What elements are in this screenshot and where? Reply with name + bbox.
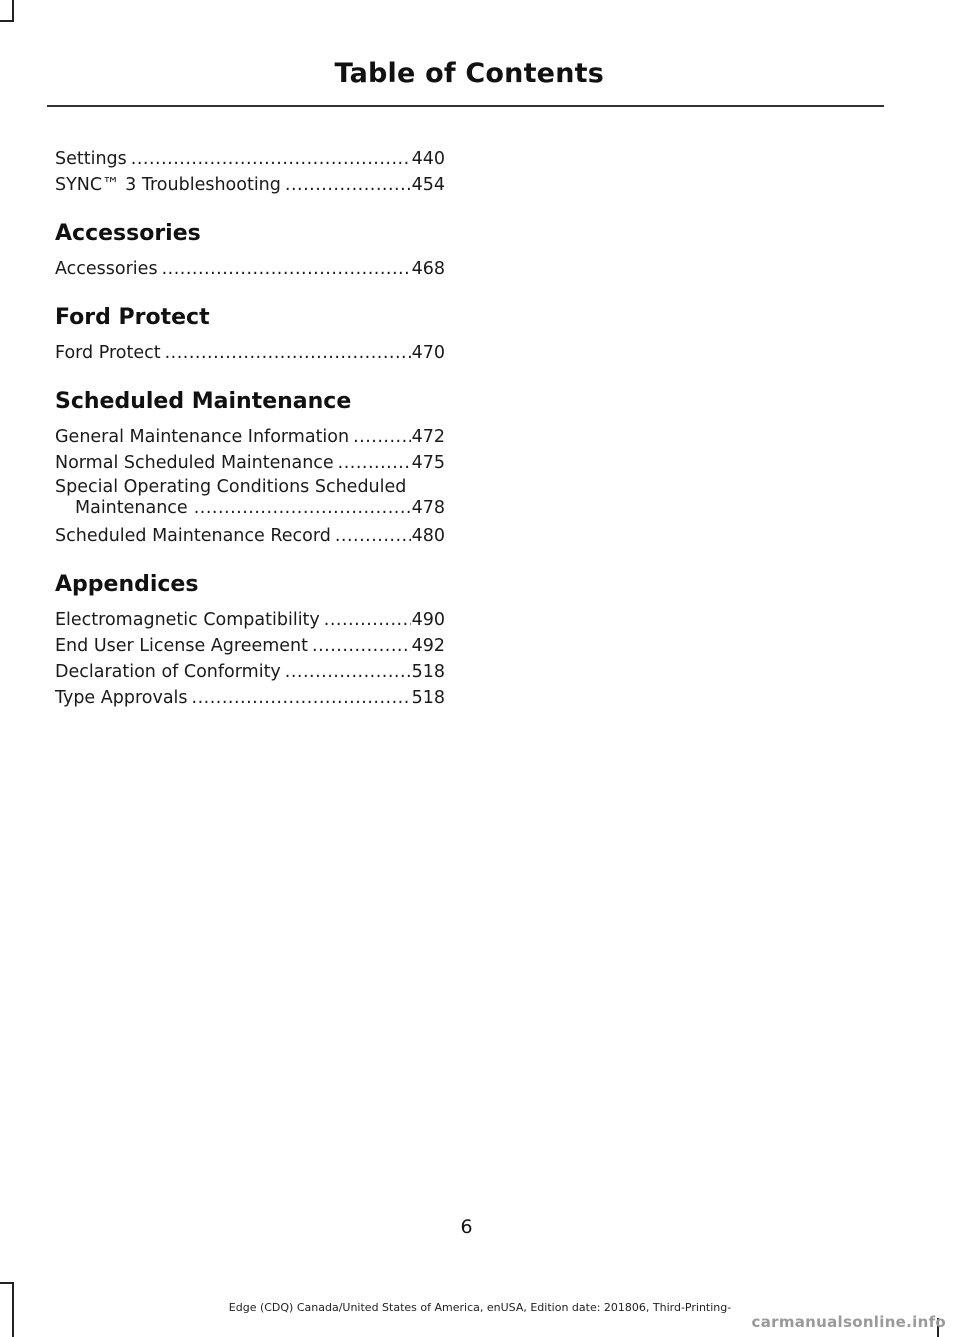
- toc-entry-scheduled-maintenance-record[interactable]: [55, 523, 445, 549]
- section-heading-accessories: Accessories: [55, 221, 201, 246]
- toc-entry-page: 475: [411, 453, 445, 473]
- toc-entry-label: General Maintenance Information: [55, 427, 350, 447]
- toc-entry-label: Electromagnetic Compatibility: [55, 610, 320, 630]
- toc-entry-page: 454: [411, 175, 445, 195]
- toc-entry-page: 478: [411, 498, 445, 518]
- toc-entry-label: Ford Protect: [55, 343, 161, 363]
- toc-entry-end-user-license-agreement[interactable]: [55, 633, 445, 659]
- toc-leader-dots: [285, 659, 411, 685]
- toc-entry-page: 480: [411, 526, 445, 546]
- toc-entry-page: 472: [411, 427, 445, 447]
- toc-entry-page: 518: [411, 688, 445, 708]
- toc-entry-page: 470: [411, 343, 445, 363]
- toc-leader-dots: [285, 172, 411, 198]
- toc-entry-general-maintenance-information[interactable]: [55, 424, 445, 450]
- page-number: 6: [460, 1216, 473, 1238]
- crop-mark-top-left-vertical: [12, 0, 14, 22]
- crop-mark-bottom-left-horizontal: [0, 1282, 14, 1284]
- section-heading-scheduled-maintenance: Scheduled Maintenance: [55, 389, 352, 414]
- toc-leader-dots: [192, 685, 411, 711]
- toc-entry-label: Accessories: [55, 259, 158, 279]
- toc-entry-label: Declaration of Conformity: [55, 662, 281, 682]
- toc-leader-dots: [353, 424, 411, 450]
- toc-entry-label: Normal Scheduled Maintenance: [55, 453, 334, 473]
- toc-entry-label-line1: Special Operating Conditions Scheduled: [55, 477, 407, 497]
- toc-leader-dots: [131, 146, 411, 172]
- toc-entry-ford-protect[interactable]: [55, 340, 445, 366]
- toc-leader-dots: [165, 340, 411, 366]
- toc-entry-sync-troubleshooting[interactable]: [55, 172, 445, 198]
- toc-leader-dots: [338, 450, 411, 476]
- toc-entry-label-line2: Maintenance: [75, 498, 188, 518]
- toc-entry-label: Settings: [55, 149, 127, 169]
- toc-entry-special-operating-conditions[interactable]: [55, 477, 445, 519]
- edition-footer: Edge (CDQ) Canada/United States of America, enUSA, Edition date: 201806, Third-Printing-: [228, 1301, 732, 1314]
- toc-leader-dots: [312, 633, 411, 659]
- toc-leader-dots: [324, 607, 411, 633]
- page-title: Table of Contents: [334, 58, 604, 89]
- crop-mark-top-left-horizontal: [0, 20, 14, 22]
- toc-entry-page: 518: [411, 662, 445, 682]
- toc-entry-label: End User License Agreement: [55, 636, 308, 656]
- toc-leader-dots: [194, 498, 411, 519]
- title-divider: [47, 105, 884, 107]
- toc-entry-page: 468: [411, 259, 445, 279]
- toc-entry-normal-scheduled-maintenance[interactable]: [55, 450, 445, 476]
- toc-entry-page: 490: [411, 610, 445, 630]
- toc-leader-dots: [335, 523, 411, 549]
- toc-entry-declaration-of-conformity[interactable]: [55, 659, 445, 685]
- toc-entry-page: 492: [411, 636, 445, 656]
- toc-entry-page: 440: [411, 149, 445, 169]
- toc-entry-accessories[interactable]: [55, 256, 445, 282]
- toc-entry-label: Scheduled Maintenance Record: [55, 526, 331, 546]
- toc-entry-electromagnetic-compatibility[interactable]: [55, 607, 445, 633]
- table-of-contents: [55, 146, 445, 711]
- section-heading-ford-protect: Ford Protect: [55, 305, 210, 330]
- toc-entry-label: SYNC™ 3 Troubleshooting: [55, 175, 281, 195]
- section-heading-appendices: Appendices: [55, 572, 199, 597]
- site-watermark: carmanualsonline.info: [751, 1313, 946, 1331]
- toc-entry-type-approvals[interactable]: [55, 685, 445, 711]
- toc-entry-label: Type Approvals: [55, 688, 188, 708]
- toc-leader-dots: [162, 256, 411, 282]
- toc-entry-settings[interactable]: [55, 146, 445, 172]
